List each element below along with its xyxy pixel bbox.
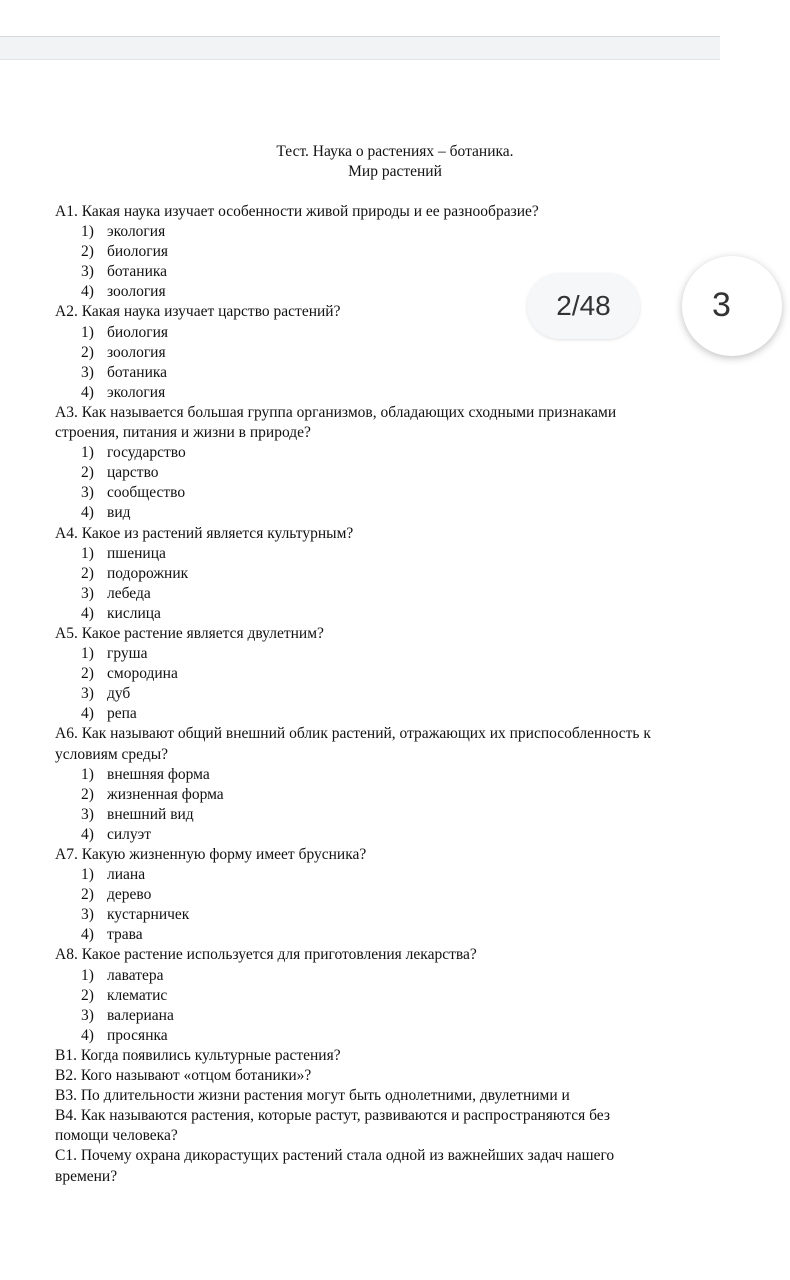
answer-option: 3) дуб — [81, 685, 131, 703]
question-text: А8. Какое растение используется для приготовления лекарства? — [55, 946, 477, 964]
answer-option: 2) жизненная форма — [81, 785, 224, 803]
question-a7 — [55, 845, 755, 945]
question-a8 — [55, 945, 755, 1045]
question-text: А5. Какое растение является двулетним? — [55, 624, 324, 642]
answer-option: 1) внешняя форма — [81, 765, 210, 783]
question-text: А1. Какая наука изучает особенности живой природы и ее разнообразие? — [55, 203, 539, 220]
question-text-continued: условиям среды? — [55, 745, 169, 763]
answer-option: 4) зоология — [81, 283, 166, 301]
answer-option: 3) ботаника — [81, 263, 168, 281]
question-text: А2. Какая наука изучает царство растений? — [55, 303, 341, 321]
answer-option: 2) подорожник — [81, 564, 189, 582]
title-line-1: Тест. Наука о растениях – ботаника. — [276, 143, 514, 160]
answer-option: 3) внешний вид — [81, 805, 194, 823]
question-text: А6. Как называют общий внешний облик растений, отражающих их приспособленность к — [55, 725, 651, 743]
page-counter-badge: 2/48 — [527, 273, 640, 339]
question-text: А3. Как называется большая группа организмов, обладающих сходными признаками — [55, 403, 617, 421]
answer-option: 4) экология — [81, 383, 166, 401]
answer-option: 3) сообщество — [81, 484, 186, 502]
answer-option: 3) валериана — [81, 1006, 174, 1024]
answer-option: 3) кустарничек — [81, 906, 190, 924]
answer-option: 4) репа — [81, 705, 137, 723]
question-b1: В1. Когда появились культурные растения? — [55, 1046, 341, 1064]
question-a1 — [55, 202, 755, 302]
document-title — [0, 142, 790, 182]
answer-option: 1) пшеница — [81, 544, 166, 562]
question-text: А7. Какую жизненную форму имеет брусника? — [55, 846, 367, 863]
question-a5 — [55, 624, 755, 724]
answer-option: 4) просянка — [81, 1026, 168, 1044]
question-c1-continued: времени? — [55, 1167, 118, 1185]
question-c1: С1. Почему охрана дикорастущих растений стала одной из важнейших задач нашего — [55, 1147, 615, 1165]
question-text: А4. Какое из растений является культурным? — [55, 524, 354, 542]
answer-option: 2) смородина — [81, 665, 178, 683]
question-list — [55, 202, 755, 1187]
question-b3: В3. По длительности жизни растения могут быть однолетними, двулетними и — [55, 1087, 570, 1105]
next-page-label: 3 — [712, 286, 731, 324]
question-a4 — [55, 524, 755, 624]
answer-option: 3) лебеда — [81, 584, 151, 602]
answer-option: 1) биология — [81, 323, 168, 341]
answer-option: 1) государство — [81, 444, 186, 462]
section-b-questions — [55, 1046, 755, 1187]
app-top-bar — [0, 0, 720, 37]
answer-option: 2) зоология — [81, 343, 166, 361]
answer-option: 1) лиана — [81, 866, 146, 884]
question-b4-continued: помощи человека? — [55, 1127, 178, 1145]
answer-option: 4) силуэт — [81, 825, 152, 843]
answer-option: 4) кислица — [81, 604, 161, 622]
question-b2: В2. Кого называют «отцом ботаники»? — [55, 1067, 312, 1085]
answer-option: 1) груша — [81, 645, 148, 663]
question-a3 — [55, 403, 755, 524]
answer-option: 3) ботаника — [81, 363, 168, 381]
next-page-button[interactable] — [682, 256, 782, 356]
answer-option: 1) экология — [81, 223, 166, 241]
answer-option: 1) лаватера — [81, 966, 164, 984]
answer-option: 2) клематис — [81, 986, 168, 1004]
answer-option: 4) вид — [81, 504, 131, 522]
question-text-continued: строения, питания и жизни в природе? — [55, 424, 311, 442]
answer-option: 2) дерево — [81, 886, 152, 904]
answer-option: 2) биология — [81, 243, 168, 261]
question-b4: В4. Как называются растения, которые растут, развиваются и распространяются без — [55, 1107, 610, 1125]
question-a6 — [55, 724, 755, 845]
document-page — [0, 60, 720, 1280]
title-line-2: Мир растений — [348, 163, 442, 180]
viewer-toolbar-strip — [0, 37, 720, 60]
answer-option: 4) трава — [81, 926, 143, 944]
question-a2 — [55, 302, 755, 402]
answer-option: 2) царство — [81, 464, 159, 482]
